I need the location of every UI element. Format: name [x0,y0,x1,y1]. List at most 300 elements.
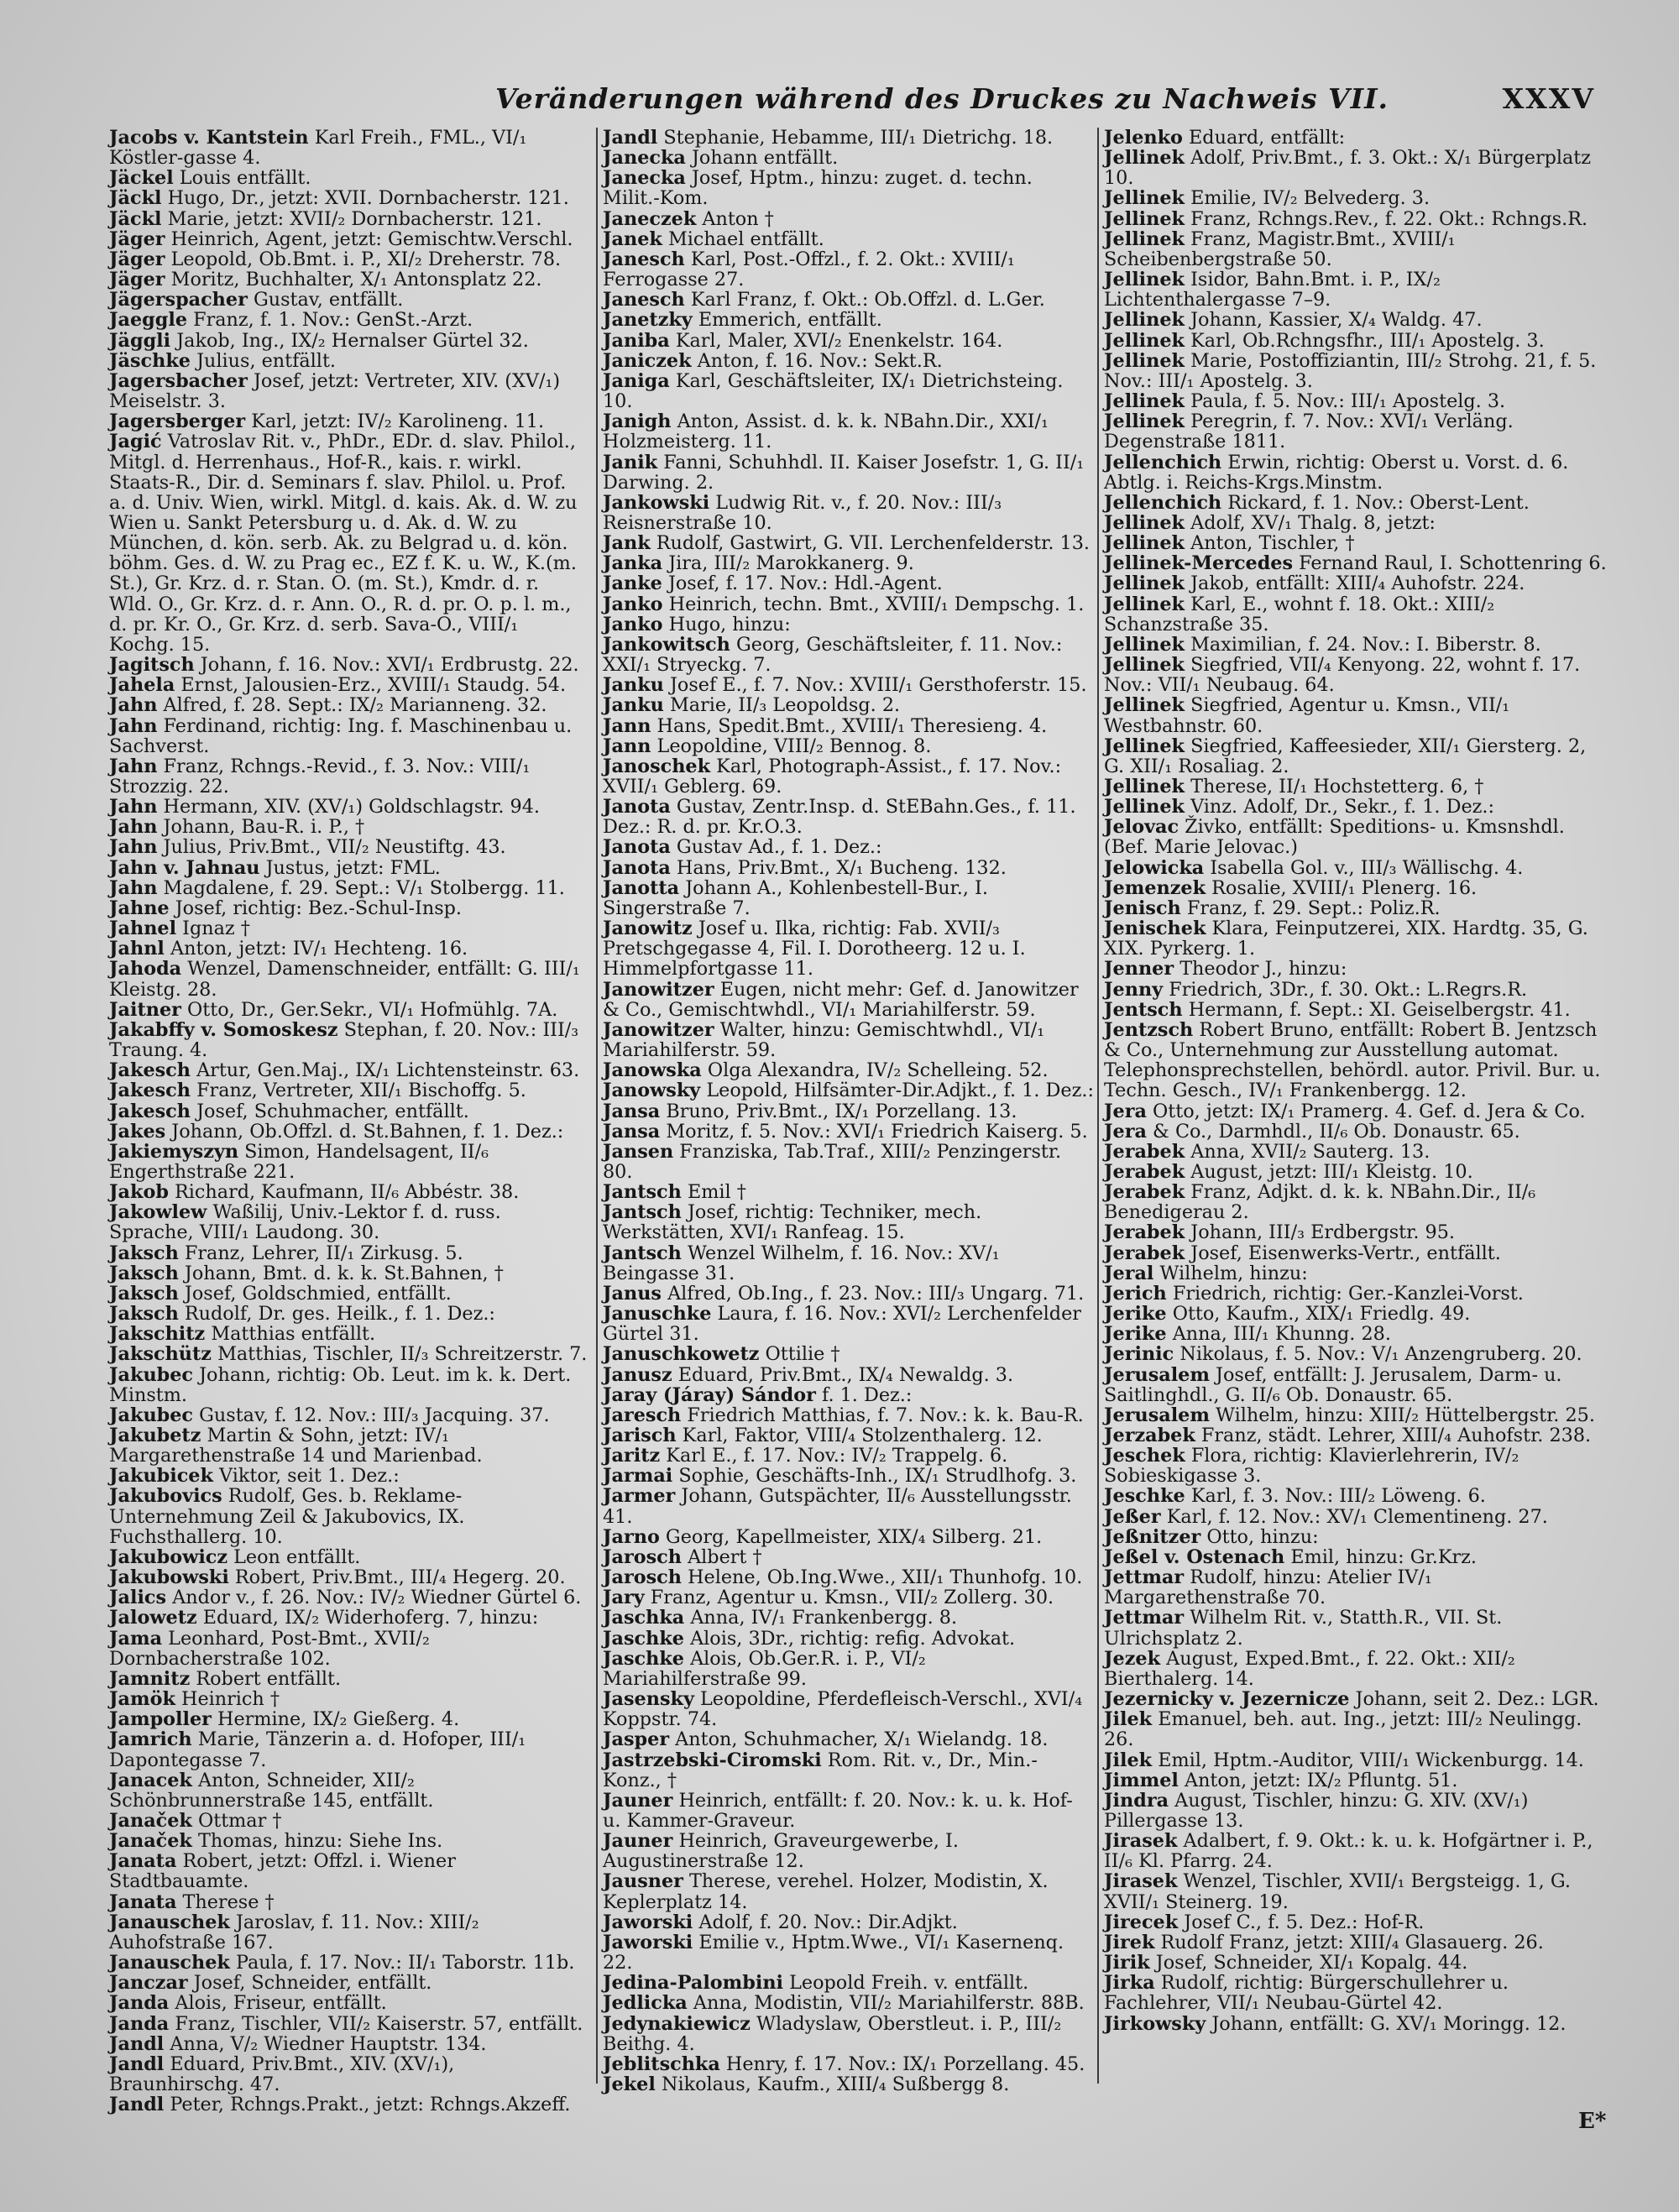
entry-name: Jirkowsky [1104,2012,1206,2035]
entry-text: Anna, V/₂ Wiedner Hauptstr. 134. [170,2032,487,2055]
entry-text: Flora, richtig: Klavierlehrerin, IV/₂ Sobieskigasse 3. [1104,1445,1519,1488]
directory-entry [1104,1547,1608,1567]
directory-entry [109,1770,588,1811]
entry-name: Jaksch [109,1262,179,1284]
directory-entry [109,371,588,411]
entry-name: Jerinic [1104,1343,1174,1366]
directory-entry [603,1629,1094,1649]
entry-name: Jakschütz [109,1343,212,1366]
entry-name: Janacek [109,1769,192,1791]
entry-text: Karl E., f. 17. Nov.: IV/₂ Trappelg. 6. [666,1445,1008,1467]
entry-name: Jellenchich [1104,451,1222,473]
entry-name: Jellinek [1104,532,1185,555]
entry-text: Karl Franz, f. Okt.: Ob.Offzl. d. L.Ger. [690,289,1045,311]
directory-entry [1104,1324,1608,1344]
directory-entry [109,837,588,857]
directory-entry [1104,573,1608,594]
directory-entry [1104,1222,1608,1242]
entry-text: Josef, f. 17. Nov.: Hdl.-Agent. [667,573,943,595]
entry-name: Janota [603,796,671,818]
entry-name: Jahn [109,755,158,777]
entry-name: Jeschek [1104,1445,1185,1467]
directory-entry [603,797,1094,837]
directory-entry [1104,391,1608,411]
entry-name: Jera [1104,1100,1147,1122]
directory-entry [1104,1405,1608,1425]
entry-name: Jacobs v. Kantstein [109,127,309,149]
directory-entry [603,249,1094,290]
entry-text: Louis entfällt. [179,167,311,190]
directory-entry [109,716,588,756]
entry-text: Hans, Priv.Bmt., X/₁ Bucheng. 132. [676,856,1007,879]
directory-entry [1104,1425,1608,1446]
directory-entry [109,1608,588,1628]
entry-text: Alfred, Ob.Ing., f. 23. Nov.: III/₃ Ungarg. 71. [667,1282,1085,1305]
directory-entry [603,635,1094,675]
directory-entry [1104,331,1608,351]
entry-name: Jahoda [109,958,182,980]
directory-entry [109,1182,588,1202]
entry-text: Hermann, XIV. (XV/₁) Goldschlagstr. 94. [163,796,540,818]
entry-text: Leopold, Hilfsämter-Dir.Adjkt., f. 1. Dez.: [706,1080,1094,1102]
entry-name: Jäckl [109,207,162,230]
entry-name: Janecka [603,147,686,170]
entry-name: Jerabek [1104,1140,1185,1163]
entry-name: Jeßel v. Ostenach [1104,1545,1285,1568]
entry-name: Jansa [603,1100,661,1122]
entry-text: Josef E., f. 7. Nov.: XVIII/₁ Gersthoferstr. 15. [669,674,1087,697]
entry-text: Gustav, f. 12. Nov.: III/₃ Jacquing. 37. [199,1404,550,1426]
entry-name: Jahela [109,674,175,697]
entry-text: Josef, Goldschmied, entfällt. [184,1282,452,1305]
directory-entry [603,1243,1094,1284]
entry-name: Jastrzebski-Ciromski [603,1749,822,1771]
directory-entry [603,1912,1094,1932]
entry-text: Erwin, richtig: Oberst u. Vorst. d. 6. Abtlg. i. Reichs-Krgs.Minstm. [1104,451,1569,494]
entry-text: Henry, f. 17. Nov.: IX/₁ Porzellang. 45. [725,2053,1085,2075]
entry-name: Jellinek [1104,309,1185,332]
directory-entry [1104,148,1608,188]
directory-entry [109,1060,588,1080]
entry-name: Janowitzer [603,1018,714,1041]
directory-entry [603,1932,1094,1973]
directory-entry [603,1547,1094,1567]
entry-name: Jantsch [603,1201,682,1224]
entry-text: Otto, Kaufm., XIX/₁ Friedlg. 49. [1172,1303,1471,1326]
entry-text: Walter, hinzu: Gemischtwhdl., VI/₁ Mariahilferstr. 59. [603,1018,1045,1062]
entry-text: Heinrich, Agent, jetzt: Gemischtw.Verschl. [170,227,573,250]
entry-text: Maximilian, f. 24. Nov.: I. Biberstr. 8. [1190,633,1541,656]
entry-name: Jarmai [603,1465,673,1488]
directory-entry [109,1142,588,1182]
directory-entry [1104,188,1608,208]
entry-name: Janke [603,573,662,595]
entry-name: Jansa [603,1120,661,1143]
entry-name: Janus [603,1282,662,1305]
directory-entry [1104,1709,1608,1749]
directory-entry [109,939,588,959]
entry-text: Jira, III/₂ Marokkanerg. 9. [668,552,914,575]
entry-name: Janku [603,674,664,697]
entry-text: Anton, Assist. d. k. k. NBahn.Dir., XXI/₁ Holzmeisterg. 11. [603,411,1049,453]
entry-text: Martin & Sohn, jetzt: IV/₁ Margarethenstraße 14 und Marienbad. [109,1425,483,1467]
entry-text: Viktor, seit 1. Dez.: [219,1465,400,1488]
directory-entry [1104,269,1608,310]
directory-entry [1104,1507,1608,1527]
entry-name: Janowska [603,1059,702,1082]
directory-entry [1104,817,1608,857]
entry-text: Hans, Spedit.Bmt., XVIII/₁ Theresieng. 4. [656,714,1048,737]
directory-entry [603,1993,1094,2013]
directory-entry [603,1527,1094,1547]
entry-text: Leon entfällt. [233,1545,361,1568]
entry-text: Heinrich, entfällt: f. 20. Nov.: k. u. k. Hof- u. Kammer-Graveur. [603,1789,1073,1832]
entry-name: Jank [603,532,651,555]
directory-entry [109,1973,588,1993]
directory-entry [1104,1365,1608,1405]
directory-entry [109,411,588,431]
entry-name: Jakiemyszyn [109,1140,239,1163]
directory-entry [1104,1142,1608,1162]
entry-text: Johann, Kassier, X/₄ Waldg. 47. [1190,309,1483,332]
entry-name: Jellinek [1104,573,1185,595]
entry-name: Janetzky [603,309,693,332]
entry-text: Otto, hinzu: [1206,1525,1319,1548]
entry-name: Jakesch [109,1080,191,1102]
entry-text: Johann, entfällt: G. XV/₁ Moringg. 12. [1211,2012,1567,2035]
directory-entry [603,1365,1094,1385]
entry-text: Matthias, Tischler, II/₃ Schreitzerstr. 7. [217,1343,588,1366]
directory-entry [603,331,1094,351]
entry-name: Jellenchich [1104,491,1222,514]
directory-entry [109,128,588,168]
entry-text: Friedrich Matthias, f. 7. Nov.: k. k. Bau-R. [687,1404,1084,1426]
directory-entry [603,837,1094,857]
entry-name: Jellinek [1104,633,1185,656]
directory-entry [109,1304,588,1324]
entry-text: Wenzel Wilhelm, f. 16. Nov.: XV/₁ Beingasse 31. [603,1242,1000,1284]
entry-name: Jellinek [1104,694,1185,717]
directory-entry [109,1547,588,1567]
entry-text: Karl, f. 12. Nov.: XV/₁ Clementineng. 27. [1166,1505,1548,1528]
entry-name: Jemenzek [1104,876,1206,899]
entry-name: Jägerspacher [109,289,248,311]
directory-entry [603,209,1094,229]
entry-name: Jelenko [1104,127,1183,149]
directory-entry [1104,1162,1608,1182]
entry-name: Jedina-Palombini [603,1972,783,1995]
entry-name: Jellinek [1104,147,1185,170]
entry-name: Janda [109,2012,170,2035]
entry-text: Johann, Bmt. d. k. k. St.Bahnen, † [184,1262,504,1284]
directory-entry [1104,310,1608,330]
directory-entry [109,1953,588,1973]
directory-entry [603,1446,1094,1466]
directory-entry [109,1851,588,1891]
entry-name: Jagersberger [109,411,246,433]
entry-text: Franz, f. 1. Nov.: GenSt.-Arzt. [193,309,473,332]
directory-entry [603,573,1094,594]
entry-text: Peregrin, f. 7. Nov.: XVI/₁ Verläng. Degenstraße 1811. [1104,411,1514,453]
entry-text: Alois, Ob.Ger.R. i. P., VI/₂ Mariahilferstraße 99. [603,1647,926,1690]
entry-text: Eugen, nicht mehr: Gef. d. Janowitzer & Co., Gemischtwhdl., VI/₁ Mariahilferstr. 59. [603,978,1079,1021]
entry-name: Jahnel [109,918,177,940]
entry-name: Januschkowetz [603,1343,760,1366]
directory-entry [1104,858,1608,878]
directory-entry [109,817,588,837]
entry-name: Jaksch [109,1303,179,1326]
directory-entry [109,1324,588,1344]
directory-entry [1104,1000,1608,1020]
entry-text: Vatroslav Rit. v., PhDr., EDr. d. slav. Philol., Mitgl. d. Herrenhaus., Hof-R., kais. r. wirkl. Staats-R., Dir. d. Seminars f. slav. Philol. u. Prof. a. d. Univ. Wien, wirkl. Mitgl. d. kais. Ak. d. W. zu Wien u. Sankt Petersburg u. d. Ak. d. W. zu München, d. kön. serb. Ak. zu Belgrad u. d. kön. böhm. Ges. d. W. zu Prag ec., EZ f. K. u. W., K.(m. St.), Gr. Krz. d. r. Stan. O. (m. St.), Kmdr. d. r. Wld. O., Gr. Krz. d. r. Ann. O., R. d. pr. O. p. l. m., d. pr. Kr. O., Gr. Krz. d. serb. Sava-O., VIII/₁ Kochg. 15. [109,431,578,656]
entry-name: Janesch [603,289,685,311]
entry-name: Jäger [109,269,165,291]
entry-name: Jasensky [603,1688,694,1711]
entry-text: Leopoldine, VIII/₂ Bennog. 8. [656,735,932,757]
entry-name: Jalics [109,1587,167,1609]
entry-name: Jelowicka [1104,856,1205,879]
directory-entry [1104,1953,1608,1973]
directory-entry [109,1122,588,1142]
directory-entry [1104,452,1608,493]
page-header [109,82,1595,124]
directory-entry [109,1344,588,1364]
entry-name: Jäckel [109,167,174,190]
directory-entry [109,1669,588,1689]
entry-name: Janauschek [109,1911,230,1933]
entry-name: Jerabek [1104,1242,1185,1264]
entry-name: Jellinek [1104,207,1185,230]
entry-name: Jindra [1104,1789,1169,1812]
entry-name: Jakubec [109,1363,194,1386]
entry-text: Anton, Schuhmacher, X/₁ Wielandg. 18. [675,1728,1049,1751]
entry-name: Jakesch [109,1100,191,1122]
directory-entry [1104,1689,1608,1709]
entry-text: Josef, Eisenwerks-Vertr., entfällt. [1190,1242,1501,1264]
entry-name: Janczar [109,1972,188,1995]
entry-text: Fernand Raul, I. Schottenring 6. [1299,552,1607,575]
entry-name: Jansen [603,1140,674,1163]
entry-name: Janota [603,836,671,859]
entry-text: Laura, f. 16. Nov.: XVI/₂ Lerchenfelder Gürtel 31. [603,1303,1081,1346]
directory-entry [603,1101,1094,1122]
entry-name: Jilek [1104,1708,1153,1731]
entry-name: Jakes [109,1120,166,1143]
directory-entry [603,452,1094,493]
entry-name: Jakubovics [109,1485,222,1508]
directory-entry [109,675,588,695]
entry-text: Marie, jetzt: XVII/₂ Dornbacherstr. 121. [167,207,542,230]
entry-name: Jettmar [1104,1566,1185,1589]
entry-name: Janotta [603,876,680,899]
directory-entry [603,1791,1094,1831]
entry-text: Adolf, Priv.Bmt., f. 3. Okt.: X/₁ Bürgerplatz 10. [1104,147,1592,190]
directory-entry [603,614,1094,635]
entry-text: Leopold, Ob.Bmt. i. P., XI/₂ Dreherstr. 78. [170,248,562,270]
entry-text: Julius, entfällt. [196,349,336,372]
entry-name: Jahne [109,897,170,919]
entry-text: Ottmar † [197,1809,282,1832]
entry-name: Jarno [603,1525,660,1548]
entry-name: Jauner [603,1789,673,1812]
directory-entry [1104,2014,1608,2034]
entry-text: Ferdinand, richtig: Ing. f. Maschinenbau u. Sachverst. [109,714,573,757]
entry-name: Jäger [109,248,165,270]
entry-name: Jäschke [109,349,191,372]
entry-text: Simon, Handelsagent, II/₆ Engerthstraße 221. [109,1140,489,1183]
entry-text: Anton, jetzt: IX/₂ Pfluntg. 51. [1184,1769,1458,1791]
entry-text: Therese † [182,1890,275,1913]
directory-entry [603,594,1094,614]
signature-mark: E* [1578,2109,1607,2134]
directory-entry [603,1304,1094,1344]
entry-name: Jellinek [1104,269,1185,291]
entry-text: Anna, XVII/₂ Sauterg. 13. [1190,1140,1431,1163]
entry-text: Karl, jetzt: IV/₂ Karolineng. 11. [251,411,545,433]
entry-text: Wilhelm, hinzu: XIII/₂ Hüttelbergstr. 25. [1216,1404,1595,1426]
entry-name: Jellinek [1104,776,1185,797]
entry-name: Jerike [1104,1323,1167,1346]
entry-name: Jellinek [1104,329,1185,352]
directory-entry [1104,1750,1608,1770]
entry-name: Jaeggle [109,309,188,332]
entry-name: Jäger [109,227,165,250]
entry-text: Emmerich, entfällt. [698,309,882,332]
entry-text: August, jetzt: III/₁ Kleistg. 10. [1190,1160,1473,1183]
entry-name: Jäggli [109,329,171,352]
entry-name: Janek [603,227,662,250]
entry-text: Franz, Rchngs.Rev., f. 22. Okt.: Rchngs.R. [1190,207,1588,230]
entry-text: Robert, jetzt: Offzl. i. Wiener Stadtbauamte. [109,1850,456,1893]
entry-text: f. 1. Dez.: [821,1383,913,1406]
directory-entry [1104,695,1608,735]
entry-text: Paula, f. 5. Nov.: III/₁ Apostelg. 3. [1190,390,1506,413]
entry-text: Karl Freih., FML., VI/₁ Köstler-gasse 4. [109,127,527,170]
entry-text: Helene, Ob.Ing.Wwe., XII/₁ Thunhofg. 10. [688,1566,1083,1589]
directory-entry [1104,1932,1608,1953]
entry-text: Rudolf, hinzu: Atelier IV/₁ Margarethenstraße 70. [1104,1566,1432,1609]
entry-name: Jentzsch [1104,1018,1194,1041]
entry-text: Hermann, f. Sept.: XI. Geiselbergstr. 41. [1188,998,1571,1021]
entry-name: Jakubetz [109,1425,201,1446]
directory-entry [603,980,1094,1020]
entry-text: Robert, Priv.Bmt., III/₄ Hegerg. 20. [234,1566,566,1589]
directory-entry [603,371,1094,411]
entry-text: Friedrich, 3Dr., f. 30. Okt.: L.Regrs.R. [1169,978,1528,1001]
directory-entry [603,1689,1094,1729]
entry-text: Jaroslav, f. 11. Nov.: XIII/₂ Auhofstraße 167. [109,1911,479,1953]
directory-entry [1104,1791,1608,1831]
entry-name: Jandl [109,2053,165,2075]
entry-name: Janota [603,856,671,879]
entry-text: Emilie v., Hptm.Wwe., VI/₁ Kasernenq. 22. [603,1931,1064,1974]
entry-text: Thomas, hinzu: Siehe Ins. [197,1830,443,1853]
directory-entry [603,1587,1094,1608]
entry-text: Karl, Geschäftsleiter, IX/₁ Dietrichsteing. 10. [603,369,1064,413]
directory-entry [603,1142,1094,1182]
entry-text: Michael entfällt. [667,227,824,250]
entry-text: Josef, Hptm., hinzu: zuget. d. techn. Milit.-Kom. [603,167,1033,210]
entry-text: Franziska, Tab.Traf., XIII/₂ Penzingerstr. 80. [603,1140,1062,1183]
entry-name: Jauner [603,1830,673,1853]
column-left [109,127,588,2116]
entry-name: Janaček [109,1830,192,1853]
entry-name: Janowitz [603,918,693,940]
entry-name: Jenny [1104,978,1164,1001]
directory-entry [1104,1527,1608,1547]
directory-entry [1104,594,1608,635]
entry-name: Jekel [603,2073,656,2095]
entry-text: Anton, Schneider, XII/₂ Schönbrunnerstraße 145, entfällt. [109,1769,434,1812]
directory-entry [109,249,588,269]
entry-name: Janata [109,1850,177,1873]
entry-text: Josef u. Ilka, richtig: Fab. XVII/₃ Pretschgegasse 4, Fil. I. Dorotheerg. 12 u. I. Himmelpfortgasse 11. [603,918,1026,980]
directory-entry [1104,411,1608,452]
entry-text: Josef, richtig: Bez.-Schul-Insp. [175,897,463,919]
entry-text: Siegfried, Agentur u. Kmsn., VII/₁ Westbahnstr. 60. [1104,694,1510,737]
entry-text: Eduard, Priv.Bmt., XIV. (XV/₁), Braunhirschg. 47. [109,2053,455,2095]
entry-text: Anna, Modistin, VII/₂ Mariahilferstr. 88B. [693,1992,1085,2015]
entry-name: Jerich [1104,1282,1167,1305]
entry-text: Heinrich, Graveurgewerbe, I. Augustinerstraße 12. [603,1830,959,1873]
directory-entry [1104,1304,1608,1324]
entry-text: Johann, Gutspächter, II/₆ Ausstellungsstr. 41. [603,1485,1072,1528]
entry-name: Jarosch [603,1566,682,1589]
directory-entry [1104,1020,1608,1101]
entry-name: Janiga [603,369,670,392]
entry-name: Jaschke [603,1627,684,1650]
entry-name: Jahn [109,816,158,839]
entry-name: Jakubowicz [109,1545,228,1568]
directory-entry [109,331,588,351]
entry-name: Jirka [1104,1972,1155,1995]
entry-text: Jakob, entfällt: XIII/₄ Auhofstr. 224. [1190,573,1525,595]
entry-name: Jeschke [1104,1485,1185,1508]
entry-name: Jankowitsch [603,633,730,656]
entry-name: Janauschek [109,1952,230,1974]
directory-entry [1104,513,1608,533]
directory-entry [109,188,588,208]
directory-entry [603,553,1094,573]
entry-text: Vinz. Adolf, Dr., Sekr., f. 1. Dez.: [1190,796,1494,818]
directory-entry [603,1608,1094,1628]
entry-text: Franz, f. 29. Sept.: Poliz.R. [1186,897,1441,919]
entry-text: Johann, Bau-R. i. P., † [163,816,365,839]
entry-name: Jirek [1104,1931,1155,1953]
entry-name: Jampoller [109,1708,212,1731]
entry-text: Franz, Agentur u. Kmsn., VII/₂ Zollerg. 30. [650,1587,1054,1609]
entry-name: Jahn [109,836,158,859]
entry-name: Jankowski [603,491,710,514]
entry-name: Jellinek [1104,227,1185,250]
entry-name: Janata [109,1890,177,1913]
column-middle [603,127,1094,2095]
entry-text: Josef, Schneider, entfällt. [193,1972,432,1995]
directory-entry [1104,635,1608,655]
entry-text: Anton, jetzt: IV/₁ Hechteng. 16. [170,938,468,960]
entry-name: Jäckl [109,187,162,210]
entry-text: Klara, Feinputzerei, XIX. Hardtg. 35, G. XIX. Pyrkerg. 1. [1104,918,1588,960]
directory-entry [109,209,588,229]
directory-entry [603,229,1094,249]
entry-text: Josef, Schneider, XI/₁ Kopalg. 44. [1155,1952,1468,1974]
entry-name: Jellinek [1104,735,1185,757]
entry-name: Jirasek [1104,1830,1178,1853]
entry-name: Janusz [603,1363,672,1386]
directory-entry [1104,1344,1608,1364]
entry-text: Hugo, hinzu: [668,613,791,635]
entry-text: Isabella Gol. v., III/₃ Wällischg. 4. [1210,856,1524,879]
